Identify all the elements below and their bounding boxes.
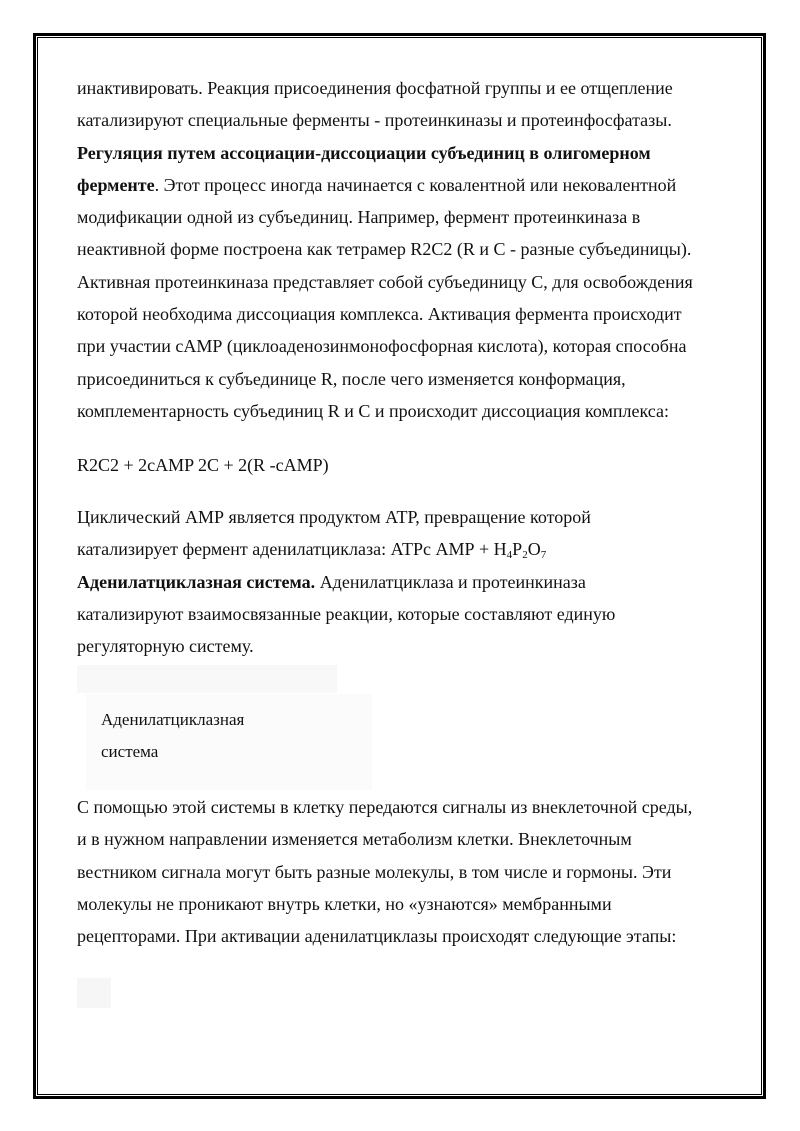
text-line: присоединиться к субъединице R, после чего изменяется конформация, xyxy=(77,368,626,389)
diagram-label-line: система xyxy=(101,742,159,761)
text-line: неактивной форме построена как тетрамер R2C2 (R и С - разные субъединицы). xyxy=(77,239,692,260)
diagram-image-strip xyxy=(77,665,337,693)
bold-heading: Аденилатциклазная система. xyxy=(77,571,316,592)
subscript: 4 xyxy=(506,549,513,562)
text-line: комплементарность субъединиц R и С и происходит диссоциация комплекса: xyxy=(77,400,669,421)
text-line: регуляторную систему. xyxy=(77,636,254,657)
subscript: 7 xyxy=(540,549,547,562)
text-line: инактивировать. Реакция присоединения фосфатной группы и ее отщепление xyxy=(77,78,673,98)
bold-heading: Регуляция путем ассоциации-диссоциации субъединиц в олигомерном xyxy=(77,142,651,163)
diagram-label xyxy=(101,704,244,768)
text-fragment: . Этот процесс иногда начинается с ковалентной или нековалентной xyxy=(154,174,677,195)
text-line xyxy=(77,566,737,598)
reaction-equation: R2C2 + 2cAMP 2C + 2(R -cAMP) xyxy=(77,455,329,475)
section-heading-line xyxy=(77,137,737,169)
subscript: 2 xyxy=(522,549,528,562)
text-line xyxy=(77,169,737,201)
text-line: катализируют специальные ферменты - протеинкиназы и протеинфосфатазы. xyxy=(77,110,672,131)
text-line: молекулы не проникают внутрь клетки, но «узнаются» мембранными xyxy=(77,893,612,914)
text-fragment: катализирует фермент аденилатциклаза: АТРс АМР + Н xyxy=(77,539,507,560)
text-fragment: Р xyxy=(512,539,523,560)
text-line: Циклический АМР является продуктом АТР, превращение которой xyxy=(77,507,591,527)
text-line: модификации одной из субъединиц. Например, фермент протеинкиназа в xyxy=(77,207,641,228)
bold-heading: ферменте xyxy=(77,174,155,195)
paragraph-enzyme-regulation xyxy=(77,72,737,427)
text-line xyxy=(77,533,737,565)
paragraph-signal-transduction xyxy=(77,791,737,952)
diagram-label-line: Аденилатциклазная xyxy=(101,710,245,729)
text-line: рецепторами. При активации аденилатциклазы происходят следующие этапы: xyxy=(77,926,677,947)
text-line: которой необходима диссоциация комплекса. Активация фермента происходит xyxy=(77,304,682,325)
text-line: и в нужном направлении изменяется метаболизм клетки. Внеклеточным xyxy=(77,829,632,850)
text-line: С помощью этой системы в клетку передаются сигналы из внеклеточной среды, xyxy=(77,797,693,817)
paragraph-adenylate-cyclase xyxy=(77,501,737,662)
text-line: вестником сигнала могут быть разные молекулы, в том числе и гормоны. Эти xyxy=(77,861,672,882)
text-line: Активная протеинкиназа представляет собой субъединицу С, для освобождения xyxy=(77,271,693,292)
text-line: при участии сАМР (циклоаденозинмонофосфорная кислота), которая способна xyxy=(77,336,687,357)
text-fragment: О xyxy=(527,539,541,560)
image-placeholder xyxy=(77,978,111,1008)
text-line: катализируют взаимосвязанные реакции, которые составляют единую xyxy=(77,603,616,624)
text-fragment: Аденилатциклаза и протеинкиназа xyxy=(315,571,586,592)
